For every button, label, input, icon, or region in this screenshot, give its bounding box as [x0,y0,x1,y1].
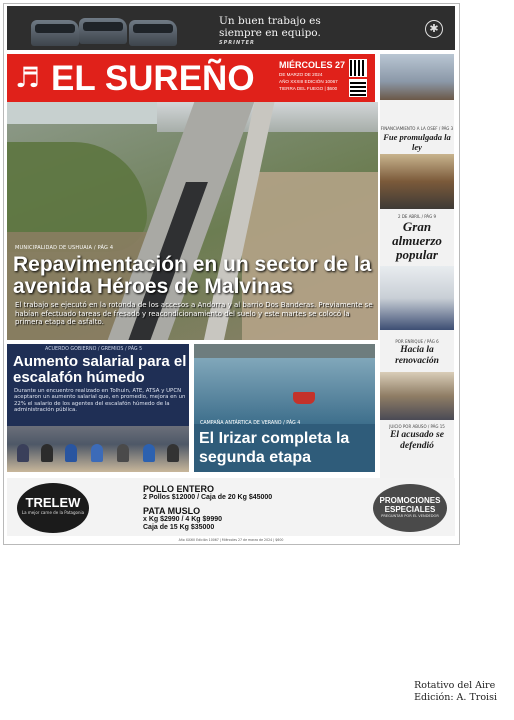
issue-place-price: TIERRA DEL FUEGO | $600 [279,86,338,91]
photo-person [167,444,179,462]
trelew-logo [17,483,89,533]
salary-story-photo [7,426,189,472]
salary-story-headline[interactable]: Aumento salarial para el escalafón húmedo [13,353,187,386]
sidebar-kicker: 2 DE ABRIL / PÁG 9 [398,214,436,219]
sidebar [380,54,454,478]
promo-subtitle: PREGUNTAR POR EL VENDEDOR [381,514,439,518]
sidebar-photo [380,154,454,209]
photo-lake [7,102,167,124]
bottom-advertisement[interactable] [7,478,455,536]
ad-product-price: x Kg $2990 / 4 Kg $9990 [143,516,222,523]
mercedes-logo-icon: ✱ [425,20,443,38]
promo-title: PROMOCIONES ESPECIALES [379,496,441,514]
masthead [7,54,375,102]
ad-product-2 [143,506,222,532]
ad-brand: SPRINTER [219,40,255,46]
newspaper-front-page [3,3,460,545]
photo-person [65,444,77,462]
ad-product-price: Caja de 15 Kg $35000 [143,524,215,531]
issue-day: MIÉRCOLES 27 [279,60,346,70]
irizar-story[interactable] [194,344,375,472]
sidebar-kicker: FINANCIAMIENTO A LA OSEF / PÁG 3 [380,126,454,131]
salary-story-kicker: ACUERDO GOBIERNO / GREMIOS / PÁG 5 [45,347,143,352]
issue-edition: AÑO XXXIII EDICIÓN 10067 [279,79,338,84]
irizar-story-headline[interactable]: El Irizar completa la segunda etapa [199,430,350,466]
sidebar-headline[interactable]: Hacia la renovación [395,345,439,366]
photo-person [143,444,155,462]
ad-product-price: 2 Pollos $12000 / Caja de 20 Kg $45000 [143,494,273,501]
sidebar-headline[interactable]: Fue promulgada la ley [383,132,451,152]
newspaper-logo: EL SUREÑO [51,59,255,98]
irizar-story-kicker: CAMPAÑA ANTÁRTICA DE VERANO / PÁG 4 [200,421,301,426]
ad-product-title: POLLO ENTERO [143,484,215,494]
ad-product-title: PATA MUSLO [143,506,201,516]
sidebar-headline[interactable]: El acusado se defendió [390,430,444,451]
sidebar-photo [380,372,454,420]
van-image [31,20,79,46]
ad-slogan-line2: siempre en equipo. [219,27,321,39]
credit-line1: Rotativo del Aire [414,680,496,691]
main-story[interactable] [7,102,378,340]
top-advertisement[interactable] [7,6,455,50]
ad-brand-slogan: La mejor carne de la Patagonia [21,510,85,515]
photo-person [91,444,103,462]
photo-person [117,444,129,462]
sidebar-photo [380,54,454,100]
salary-story[interactable] [7,344,189,472]
ad-slogan-line1: Un buen trabajo es [219,15,321,27]
sidebar-photo [380,266,454,330]
qr-code-icon[interactable] [349,79,367,97]
main-story-headline[interactable]: Repavimentación en un sector de la avenida Héroes de Malvinas [13,253,372,298]
photo-person [17,444,29,462]
main-story-kicker: MUNICIPALIDAD DE USHUAIA / PÁG 4 [15,245,114,251]
sidebar-headline[interactable]: Gran almuerzo popular [392,219,442,262]
van-image [129,20,177,46]
sidebar-kicker: JUICIO POR ABUSO / PÁG 15 [389,424,445,429]
ad-slogan [219,15,321,39]
photo-credit [414,680,497,704]
salary-story-deck: Durante un encuentro realizado en Tolhuin, ATE, ATSA y UPCN aceptaron un aumento salarial que, en promedio, mejora en un 22% el salario de los agentes del escalafón húmedo de la administración pública. [14,388,186,413]
credit-line2: Edición: A. Troisi [414,692,497,703]
logo-figure-icon: ♬ [15,61,41,94]
page-footer: Año XXXIII Edición 10067 | Miércoles 27 de marzo de 2024 | $600 [178,538,284,542]
masthead-info [279,60,345,92]
photo-person [41,444,53,462]
van-image [79,18,127,44]
ship-icon [293,392,315,404]
issue-date: DE MARZO DE 2024 [279,72,323,77]
sidebar-kicker: POR ENRIQUE / PÁG 6 [395,339,439,344]
qr-code-icon[interactable] [349,59,367,77]
irizar-photo-shore [194,344,375,358]
ad-brand-name: TRELEW [25,495,81,510]
promo-badge [373,484,447,532]
main-story-deck: El trabajo se ejecutó en la rotonda de los accesos a Andorra y al barrio Dos Banderas. Previamente se habían efectuado tareas de fresado y reacondicionamiento del suelo y este martes se colocó la primera etapa de asfalto. [15,301,373,327]
ad-product-1 [143,484,272,502]
